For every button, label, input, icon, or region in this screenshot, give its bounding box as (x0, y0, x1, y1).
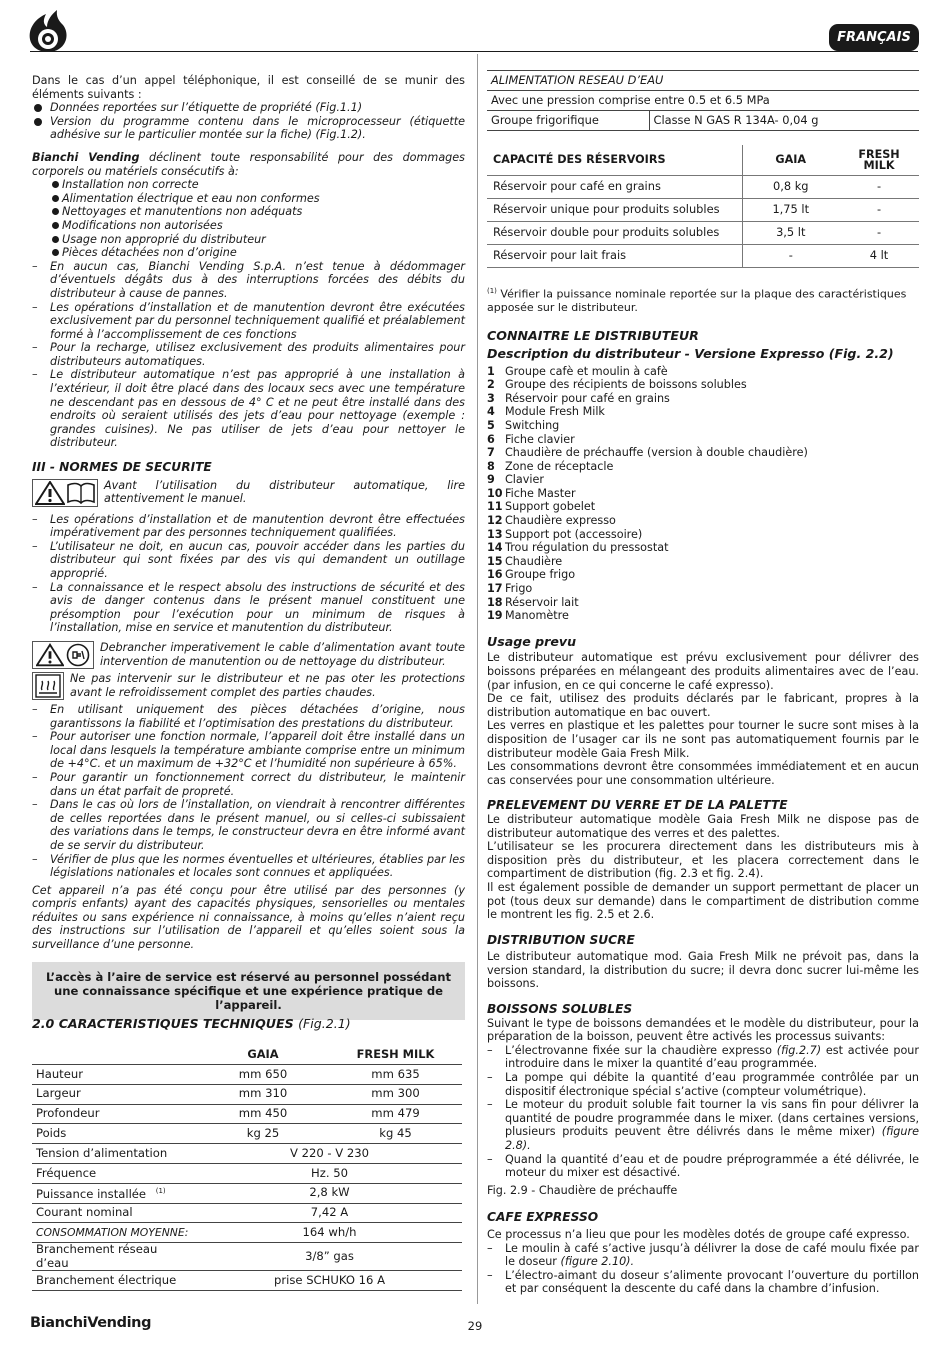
list-item (487, 460, 919, 474)
table-row (487, 111, 919, 131)
item-number: 11 (487, 500, 503, 514)
table-cell: mm 650 (197, 1065, 329, 1085)
footnote-text: Vérifier la puissance nominale reportée sur la plaque des caractéristiques apposée sur le distributeur. (487, 287, 907, 314)
table-cell: 0,8 kg (742, 175, 839, 198)
item-label: Réservoir lait (505, 595, 579, 609)
access-note: L’accès à l’aire de service est réservé au personnel possédant une connaissance spécifique et une expérience pratique de l’appareil. (32, 962, 465, 1020)
list-item (487, 1098, 919, 1152)
table-header-row (487, 145, 919, 175)
table-cell: kg 45 (329, 1124, 462, 1144)
section-title (32, 1017, 462, 1031)
list-item (487, 405, 919, 419)
table-cell: Réservoir pour café en grains (487, 175, 742, 198)
section-title: CONNAITRE LE DISTRIBUTEUR (487, 328, 699, 344)
list-item (487, 528, 919, 542)
list-item (487, 433, 919, 447)
table-header: FRESH MILK (329, 1045, 462, 1065)
item-number: 13 (487, 527, 503, 541)
paragraph: Le distributeur automatique modèle Gaia Fresh Milk ne dispose pas de distributeur automatique des verres et des palettes. (487, 812, 919, 840)
table-cell: - (742, 244, 839, 267)
item-label: Trou régulation du pressostat (505, 541, 669, 555)
table-row (487, 71, 919, 91)
list-item: Version du programme contenu dans le microprocesseur (étiquette adhésive sur le particulier montée sur la fiche) (Fig.1.2). (32, 115, 465, 142)
table-cell: Branchement électrique (32, 1271, 197, 1291)
table-header: GAIA (197, 1045, 329, 1065)
list-item: Alimentation électrique et eau non conformes (32, 192, 465, 206)
table-cell: mm 450 (197, 1104, 329, 1124)
table-header (32, 1045, 197, 1065)
table-cell: Réservoir double pour produits solubles (487, 221, 742, 244)
list-item (487, 378, 919, 392)
list-item: – La pompe qui débite la quantité d’eau programmée contrôlée par un dispositif électronique spécial s’active (compteur volumétrique). (487, 1071, 919, 1098)
item-label: Manomètre (505, 609, 569, 623)
list-item (487, 541, 919, 555)
list-item: Modifications non autorisées (32, 219, 465, 233)
warning-manual-icons (32, 479, 98, 507)
item-label: Switching (505, 418, 560, 432)
table-row (32, 1183, 462, 1203)
warning-block (32, 479, 465, 507)
table-cell: mm 310 (197, 1084, 329, 1104)
item-label: Groupe cafè et moulin à cafè (505, 364, 668, 378)
table-row (32, 1243, 462, 1271)
text: L’électrovanne fixée sur la chaudière expresso (505, 1043, 777, 1057)
item-number: 3 (487, 391, 495, 405)
list-item: – Dans le cas où lors de l’installation, on viendrait à rencontrer différentes de celles reportées dans le présent manuel, ou si celles-ci subissaient des variations dans le temps, le constructeur devra en être informé avant de se servir du distributeur. (32, 798, 465, 852)
table-cell: - (839, 175, 919, 198)
warning-triangle-icon (35, 481, 65, 505)
table-cell: Hz. 50 (197, 1164, 462, 1184)
list-item: Données reportées sur l’étiquette de propriété (Fig.1.1) (32, 101, 465, 115)
item-label: Chaudière de préchauffe (version à double chaudière) (505, 446, 808, 460)
electric-warning-icons (32, 641, 94, 669)
list-item (487, 446, 919, 460)
list-item: Nettoyages et manutentions non adéquats (32, 205, 465, 219)
table-row (32, 1144, 462, 1164)
section-title: PRELEVEMENT DU VERRE ET DE LA PALETTE (487, 798, 788, 813)
table-row (32, 1124, 462, 1144)
capacity-table (487, 145, 919, 268)
item-number: 7 (487, 446, 495, 460)
list-item (487, 419, 919, 433)
subsection-title: Description du distributeur - Versione Expresso (Fig. 2.2) (487, 345, 894, 361)
list-item: – Vérifier de plus que les normes éventuelles et ultérieures, établies par les législations nationales et locales sont connues et appliquées. (32, 853, 465, 880)
item-number: 19 (487, 609, 503, 623)
page-number: 29 (467, 1319, 483, 1333)
table-cell: - (839, 198, 919, 221)
right-column (487, 70, 919, 1296)
table-cell: Largeur (32, 1084, 197, 1104)
water-table (487, 70, 919, 131)
parts-list (487, 365, 919, 623)
tech-section (32, 1017, 462, 1291)
warning-triangle-icon (36, 643, 64, 667)
list-item: Installation non correcte (32, 178, 465, 192)
warning-text: Ne pas intervenir sur le distributeur et ne pas oter les protections avant le refroidissement complet des parties chaudes. (70, 671, 465, 699)
list-item (487, 473, 919, 487)
header-rule (30, 51, 918, 52)
list-item: – L’électro-aimant du doseur s’alimente provocant l’ouverture du portillon et par conséquent la descente du café dans la chambre d’infusion. (487, 1269, 919, 1296)
list-item: – L’utilisateur ne doit, en aucun cas, pouvoir accéder dans les parties du distributeur qui sont fixées par des vis qui demandent un outillage approprié. (32, 540, 465, 581)
list-item (487, 500, 919, 514)
item-label: Groupe frigo (505, 568, 576, 582)
list-item (487, 514, 919, 528)
paragraph: De ce fait, utilisez des produits déclarés par le fabricant, propres à la distribution automatique en bac ouvert. (487, 692, 919, 719)
table-cell: 3,5 lt (742, 221, 839, 244)
item-label: Fiche Master (505, 486, 576, 500)
list-item: – Pour la recharge, utilisez exclusivement des produits alimentaires pour distributeurs automatiques. (32, 341, 465, 368)
table-cell: Hauteur (32, 1065, 197, 1085)
header-label: FRESH MILK (858, 147, 900, 172)
brand-logo (26, 8, 70, 54)
list-item (487, 582, 919, 596)
paragraph: Les verres en plastique et les palettes pour tourner le sucre sont mises à la disposition de l’usager car ils ne sont pas automatiquement fournis par le distributeur modèle Gaia Fresh Milk. (487, 719, 919, 760)
table-cell: V 220 - V 230 (197, 1144, 462, 1164)
list-item (487, 555, 919, 569)
list-item: Pièces détachées non d’origine (32, 246, 465, 260)
section-title: DISTRIBUTION SUCRE (487, 932, 635, 947)
item-number: 9 (487, 473, 495, 487)
list-item (487, 487, 919, 501)
fig-ref: (fig.2.7) (776, 1043, 822, 1057)
item-label: Clavier (505, 473, 544, 487)
table-row (487, 91, 919, 111)
paragraph: Les consommations devront être consommées immédiatement et en aucun cas conservées pour une consommation ultérieure. (487, 760, 919, 787)
section-title: BOISSONS SOLUBLES (487, 1002, 633, 1017)
table-row (32, 1065, 462, 1085)
item-number: 18 (487, 595, 503, 609)
table-header: CAPACITÉ DES RÉSERVOIRS (487, 145, 742, 175)
table-cell: - (839, 221, 919, 244)
fig-ref: (figure 2.10). (560, 1255, 635, 1269)
item-label: Réservoir pour café en grains (505, 391, 670, 405)
table-header (839, 145, 919, 175)
paragraph: L’utilisateur se les procurera directement dans les distributeurs mis à disposition près du distributeur, et les placera correctement dans le compartiment de distribution (fig. 2.3 et fig. 2.4). (487, 840, 919, 881)
brand-name: Bianchi Vending (32, 150, 140, 164)
list-item: – Quand la quantité d’eau et de poudre préprogrammée a été délivrée, le moteur du mixer est désactivé. (487, 1153, 919, 1180)
list-item (487, 1044, 919, 1071)
table-cell (32, 1183, 197, 1203)
paragraph: Il est également possible de demander un support permettant de placer un pot (tous deux sur demande) dans le compartiment de distribution comme le montrent les fig. 2.5 et 2.6. (487, 880, 919, 922)
footnote (487, 285, 919, 315)
list-item (487, 1242, 919, 1269)
hot-surface-icon (35, 674, 61, 698)
table-cell: Poids (32, 1124, 197, 1144)
footer-brand-logo: BianchiVending (30, 1315, 152, 1331)
text: Le moteur du produit soluble fait tourner la vis sans fin pour délivrer la quantité de poudre programmée dans le mixer. (dans certaines versions, plusieurs produits peuvent être délivrés dans le même mixer) (505, 1098, 919, 1139)
list-item: – Pour garantir un fonctionnement correct du distributeur, le maintenir dans un état parfait de propreté. (32, 771, 465, 798)
table-row (32, 1104, 462, 1124)
list-item: – En aucun cas, Bianchi Vending S.p.A. n’est tenue à dédommager d’éventuels dégâts dus à des interruptions forcées des débits du distributeur à cause de pannes. (32, 260, 465, 301)
table-header-row (32, 1045, 462, 1065)
item-number: 2 (487, 378, 495, 392)
table-cell: Réservoir pour lait frais (487, 244, 742, 267)
cell-label: Puissance installée (36, 1186, 147, 1201)
item-number: 6 (487, 432, 495, 446)
table-cell: Tension d’alimentation (32, 1144, 197, 1164)
table-cell: 1,75 lt (742, 198, 839, 221)
item-number: 4 (487, 405, 495, 419)
table-row (32, 1084, 462, 1104)
list-item: Usage non approprié du distributeur (32, 233, 465, 247)
item-number: 17 (487, 582, 503, 596)
item-label: Frigo (505, 582, 533, 596)
tech-table (32, 1045, 462, 1292)
paragraph: Le distributeur automatique mod. Gaia Fresh Milk ne prévoit pas, dans la version standard, la distribution du sucre; il devra donc sucrer lui-même les boissons. (487, 950, 919, 991)
table-cell: mm 479 (329, 1104, 462, 1124)
disclaimer-text: déclinent toute responsabilité pour des dommages corporels ou matériels consécutifs à: (32, 150, 465, 178)
table-row (487, 244, 919, 267)
footnote-marker: (1) (487, 286, 497, 295)
column-divider (477, 54, 478, 1304)
table-cell: 3/8” gas (197, 1243, 462, 1271)
fig-ref: (figure 2.8). (505, 1125, 919, 1152)
section-title: III - NORMES DE SECURITE (32, 460, 212, 475)
table-cell: Réservoir unique pour produits solubles (487, 198, 742, 221)
table-row (32, 1164, 462, 1184)
table-row (487, 198, 919, 221)
list-item: – Les opérations d’installation et de manutention devront être effectuées impérativement par des personnes techniquement qualifiées. (32, 513, 465, 540)
item-label: Zone de réceptacle (505, 459, 614, 473)
list-item (487, 596, 919, 610)
warning-block (32, 672, 465, 700)
warning-block (32, 641, 465, 669)
table-cell: ALIMENTATION RESEAU D’EAU (487, 71, 919, 91)
paragraph: Suivant le type de boissons demandées et le modèle du distributeur, pour la préparation de la boisson, peuvent être activés les processus suivants: (487, 1016, 919, 1044)
item-label: Groupe des récipients de boissons solubles (505, 378, 747, 392)
tech-title: 2.0 CARACTERISTIQUES TECHNIQUES (32, 1016, 294, 1031)
list-item: – Les opérations d’installation et de manutention devront être exécutées exclusivement par du personnel techniquement qualifié et préalablement formé à l’accomplissement de ces fonctions (32, 301, 465, 342)
table-cell: Classe N GAS R 134A- 0,04 g (649, 111, 919, 131)
figure-caption: Fig. 2.9 - Chaudière de préchauffe (487, 1183, 678, 1197)
table-row (487, 175, 919, 198)
language-badge: FRANÇAIS (829, 24, 919, 51)
list-item (487, 609, 919, 623)
unplug-icon (66, 643, 90, 667)
section-title: Usage prevu (487, 633, 577, 649)
table-cell: Branchement réseau d’eau (32, 1243, 197, 1271)
left-column (32, 74, 465, 1020)
text: est activée pour introduire dans le mixer la quantité d’eau programmée. (505, 1043, 919, 1071)
manual-book-icon (67, 482, 95, 504)
table-cell: Groupe frigorifique (487, 111, 649, 131)
item-label: Chaudière (505, 554, 563, 568)
item-number: 8 (487, 459, 495, 473)
item-number: 12 (487, 514, 503, 528)
list-item: – Pour autoriser une fonction normale, l’appareil doit être installé dans un local dans lesquels la température ambiante comprise entre un minimum de +4°C. et un maximum de +32°C et l’humidité non supérieure à 65%. (32, 730, 465, 771)
table-cell: Courant nominal (32, 1203, 197, 1223)
disclaimer (32, 151, 465, 178)
table-cell: prise SCHUKO 16 A (197, 1271, 462, 1291)
paragraph: Le distributeur automatique est prévu exclusivement pour délivrer des boissons préparées en mélangeant des produits alimentaires avec de l’eau. (par infusion, en ce qui concerne le café expresso). (487, 651, 919, 692)
hot-surface-icon-box (32, 672, 64, 700)
table-cell: Fréquence (32, 1164, 197, 1184)
table-cell: 2,8 kW (197, 1183, 462, 1203)
footnote-marker: (1) (155, 1187, 166, 1196)
table-header: GAIA (742, 145, 839, 175)
item-number: 1 (487, 364, 495, 378)
list-item: – En utilisant uniquement des pièces détachées d’origine, nous garantissons la fiabilité et l’optimisation des prestations du distributeur. (32, 703, 465, 730)
table-cell: Avec une pression comprise entre 0.5 et 6.5 MPa (487, 91, 919, 111)
section-title: CAFE EXPRESSO (487, 1210, 599, 1225)
list-item (487, 392, 919, 406)
table-cell: kg 25 (197, 1124, 329, 1144)
text: Le moulin à café s’active jusqu’à délivrer la dose de café moulu fixée par le doseur (505, 1241, 919, 1269)
table-cell: Profondeur (32, 1104, 197, 1124)
item-label: Support pot (accessoire) (505, 527, 643, 541)
item-number: 16 (487, 568, 503, 582)
intro-text: Dans le cas d’un appel téléphonique, il est conseillé de se munir des éléments suivants : (32, 74, 465, 101)
table-cell: 4 lt (839, 244, 919, 267)
item-label: Module Fresh Milk (505, 405, 605, 419)
item-number: 15 (487, 554, 503, 568)
warning-text: Debrancher imperativement le cable d’alimentation avant toute intervention de manutention ou de nettoyage du distributeur. (100, 640, 465, 668)
table-cell: CONSOMMATION MOYENNE: (32, 1223, 197, 1243)
item-label: Chaudière expresso (505, 514, 616, 528)
table-cell: mm 300 (329, 1084, 462, 1104)
item-label: Support gobelet (505, 500, 596, 514)
list-item (487, 568, 919, 582)
paragraph: Ce processus n’a lieu que pour les modèles dotés de groupe café expresso. (487, 1227, 910, 1241)
item-number: 10 (487, 486, 503, 500)
tech-fig-ref: (Fig.2.1) (298, 1016, 351, 1031)
table-cell: 164 wh/h (197, 1223, 462, 1243)
table-row (32, 1271, 462, 1291)
table-row (487, 221, 919, 244)
table-row (32, 1203, 462, 1223)
list-item (487, 365, 919, 379)
table-cell: 7,42 A (197, 1203, 462, 1223)
table-cell: mm 635 (329, 1065, 462, 1085)
item-number: 5 (487, 418, 495, 432)
item-number: 14 (487, 541, 503, 555)
item-label: Fiche clavier (505, 432, 575, 446)
children-notice: Cet appareil n’a pas été conçu pour être utilisé par des personnes (y compris enfants) ayant des capacités physiques, sensorielles ou mentales réduites ou sans expérience ni connaissance, à moins qu’elles n’aient reçu des instructions sur l’utilisation de l’appareil et qu’elles soient sous la surveillance d’une personne. (32, 883, 465, 952)
list-item: – Le distributeur automatique n’est pas approprié à une installation à l’extérieur, il doit être placé dans des locaux secs avec une température ne descendant pas en dessous de 4° C et ne peut être installé dans des endroits où seraient utilisés des jets d’eau pour nettoyage (exemple : grandes cuisines). Ne pas utiliser de jets d’eau pour nettoyer le distributeur. (32, 368, 465, 450)
warning-text: Avant l’utilisation du distributeur automatique, lire attentivement le manuel. (104, 478, 465, 506)
table-row (32, 1223, 462, 1243)
list-item: – La connaissance et le respect absolu des instructions de sécurité et des avis de danger contenus dans le présent manuel constituent une présomption pour l’exécution pour un minimum de risques à l’installation, mise en service et manutention du distributeur. (32, 581, 465, 635)
